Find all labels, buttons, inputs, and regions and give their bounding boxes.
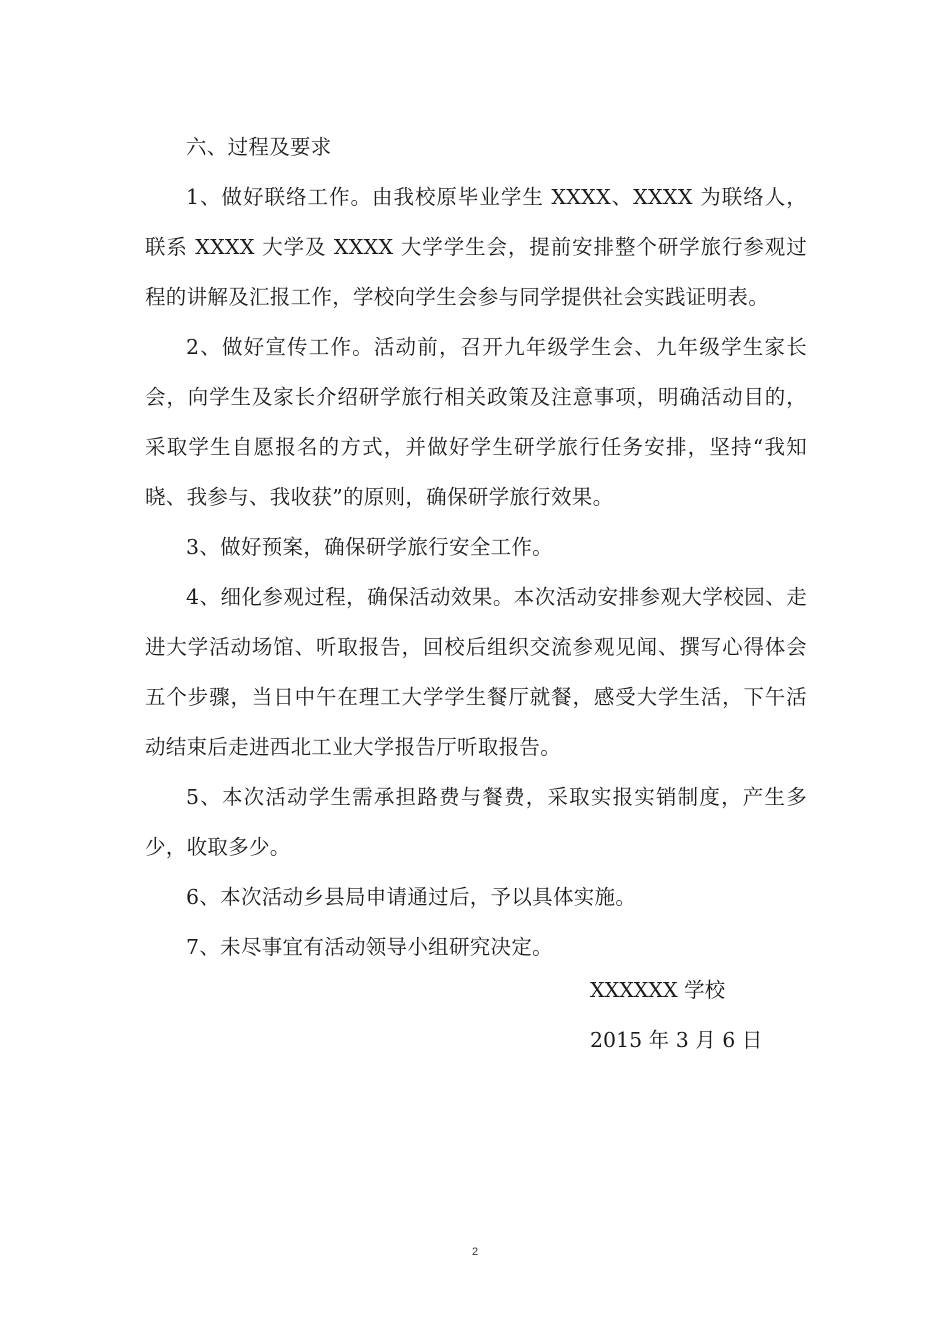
signature-date: 2015 年 3 月 6 日 (590, 1028, 763, 1052)
signature-organization: XXXXXX 学校 (590, 978, 726, 1002)
signature-block (590, 965, 762, 1065)
paragraph-6: 6、本次活动乡县局申请通过后，予以具体实施。 (186, 885, 637, 909)
paragraph-2: 2、做好宣传工作。活动前，召开九年级学生会、九年级学生家长会，向学生及家长介绍研学旅行相关政策及注意事项，明确活动目的，采取学生自愿报名的方式，并做好学生研学旅行任务安排，坚持“我知晓、我参与、我收获”的原则，确保研学旅行效果。 (145, 335, 807, 509)
paragraph-3: 3、做好预案，确保研学旅行安全工作。 (186, 535, 553, 559)
section-heading: 六、过程及要求 (186, 135, 332, 159)
paragraph-5: 5、本次活动学生需承担路费与餐费，采取实报实销制度，产生多少，收取多少。 (145, 785, 807, 859)
paragraph-7: 7、未尽事宜有活动领导小组研究决定。 (186, 935, 553, 959)
paragraph-4: 4、细化参观过程，确保活动效果。本次活动安排参观大学校园、走进大学活动场馆、听取报告，回校后组织交流参观见闻、撰写心得体会五个步骤，当日中午在理工大学学生餐厅就餐，感受大学生活，下午活动结束后走进西北工业大学报告厅听取报告。 (145, 585, 807, 759)
page-number: 2 (471, 1246, 479, 1258)
document-body (145, 122, 807, 972)
paragraph-1: 1、做好联络工作。由我校原毕业学生 XXXX、XXXX 为联络人，联系 XXXX 大学及 XXXX 大学学生会，提前安排整个研学旅行参观过程的讲解及汇报工作，学校向学生会参与同学提供社会实践证明表。 (145, 185, 807, 309)
